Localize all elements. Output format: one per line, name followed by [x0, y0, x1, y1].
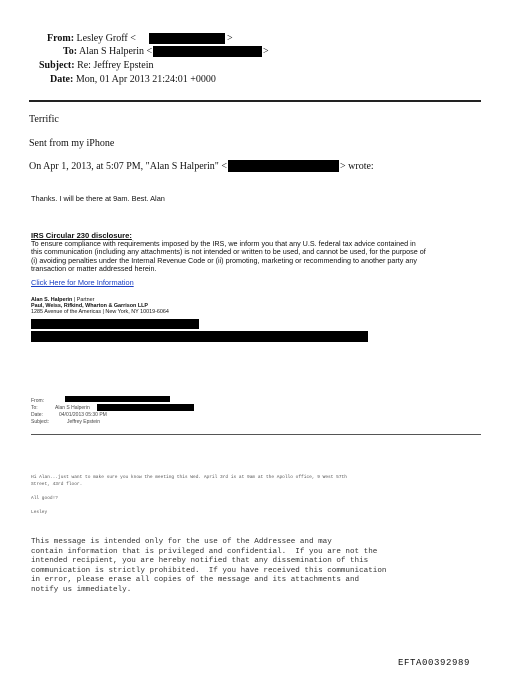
irs-disclosure [31, 240, 491, 273]
to-tail: > [263, 46, 269, 57]
from-tail: > [227, 33, 233, 44]
fwd-to-label: To: [31, 405, 38, 411]
sig-role: | Partner [72, 297, 95, 303]
fwd-from-label: From: [31, 398, 45, 404]
original-line: Hi Alan...just want to make sure you know the meeting this Wed. April 3rd is at 9am at the Apollo office, 9 West 57th [31, 475, 347, 480]
quote-intro: On Apr 1, 2013, at 5:07 PM, "Alan S Halperin" < [29, 161, 227, 172]
fwd-subject-value: Jeffrey Epstein [67, 419, 100, 425]
to-label: To: [63, 46, 78, 57]
irs-line: To ensure compliance with requirements imposed by the IRS, we inform you that any U.S. federal tax advice contained in [31, 239, 416, 248]
quote-tail: > wrote: [340, 161, 374, 172]
date-row [50, 74, 216, 85]
redaction-block [149, 33, 225, 44]
redaction-block [97, 404, 194, 411]
irs-info-link[interactable]: Click Here for More Information [31, 278, 134, 287]
from-row [47, 33, 136, 44]
sig-name: Alan S. Halperin [31, 297, 73, 303]
original-line: All good!? [31, 496, 59, 501]
from-label: From: [47, 33, 75, 44]
signature-block [31, 297, 169, 315]
reply-line-terrific: Terrific [29, 114, 59, 125]
irs-line: transaction or matter addressed herein. [31, 263, 157, 273]
fwd-date-label: Date: [31, 412, 43, 418]
redaction-block [153, 46, 262, 57]
subject-row [39, 60, 154, 71]
subject-label: Subject: [39, 60, 75, 71]
confidentiality-disclaimer: This message is intended only for the use of the Addressee and may contain information that is privileged and confidential. If you are not the intended recipient, you are hereby notified that any dissemination of this communication is strictly prohibited. If you have received this communication in error, please erase all copies of the message and its attachments and notify us immediately. [31, 538, 387, 594]
sig-firm: Paul, Weiss, Rifkind, Wharton & Garrison LLP [31, 303, 149, 309]
document-id: EFTA00392989 [398, 658, 471, 668]
irs-line: this communication (including any attachments) is not intended or written to be used, and cannot be used, for the purpose of [31, 247, 426, 257]
header-divider [29, 100, 481, 102]
from-value: Lesley Groff < [76, 33, 136, 44]
to-row [63, 46, 152, 57]
fwd-subject-label: Subject: [31, 419, 50, 425]
sig-address: 1285 Avenue of the Americas | New York, NY 10019-6064 [31, 309, 169, 315]
redaction-block [31, 331, 368, 342]
to-value: Alan S Halperin < [79, 46, 153, 57]
irs-line: (i) avoiding penalties under the Internal Revenue Code or (ii) promoting, marketing or recommending to another party any [31, 255, 417, 265]
quoted-thanks: Thanks. I will be there at 9am. Best. Alan [31, 194, 165, 203]
fwd-to-value: Alan S Halperin [55, 405, 90, 411]
irs-title: IRS Circular 230 disclosure: [31, 231, 132, 240]
original-signoff: Lesley [31, 510, 48, 515]
subject-value: Re: Jeffrey Epstein [77, 60, 154, 71]
original-line: Street, 43rd floor. [31, 482, 83, 487]
redaction-block [65, 396, 170, 402]
date-value: Mon, 01 Apr 2013 21:24:01 +0000 [75, 74, 216, 85]
fwd-date-value: 04/01/2013 05:30 PM [59, 412, 107, 418]
reply-signature: Sent from my iPhone [29, 138, 115, 149]
date-label: Date: [50, 74, 74, 85]
redaction-block [228, 160, 339, 172]
redaction-block [31, 319, 199, 329]
forward-divider [31, 434, 481, 435]
